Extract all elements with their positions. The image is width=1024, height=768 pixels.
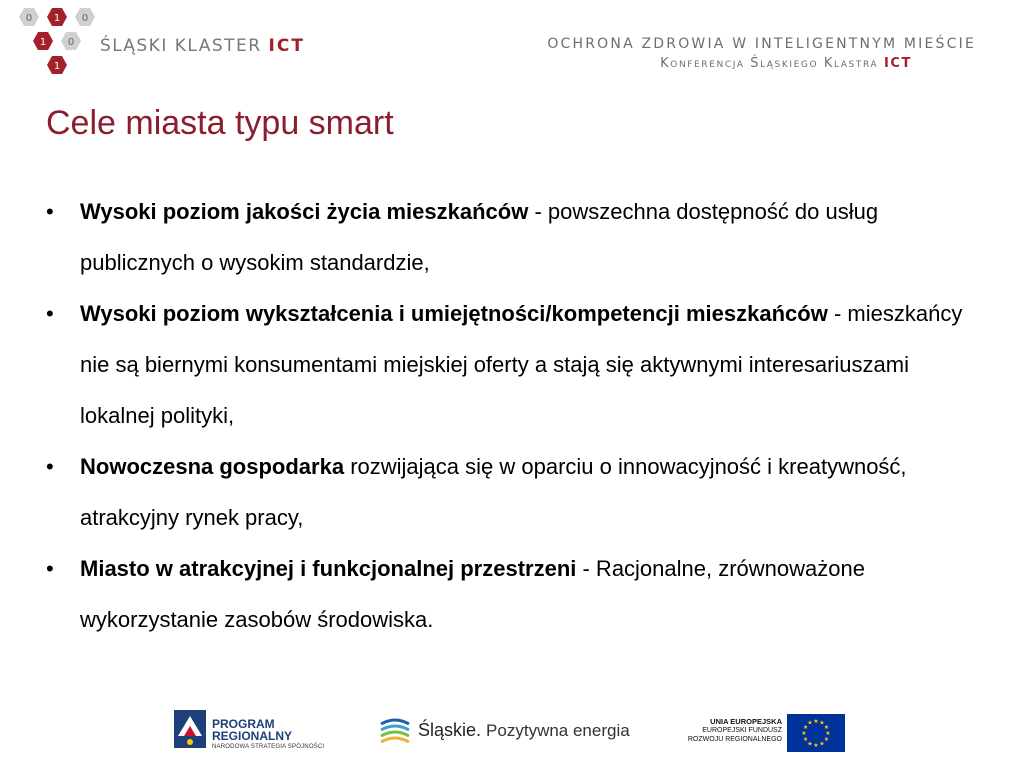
- item-bold: Miasto w atrakcyjnej i funkcjonalnej przestrzeni: [80, 556, 577, 581]
- page-title: Cele miasta typu smart: [46, 104, 394, 142]
- item-bold: Nowoczesna gospodarka: [80, 454, 345, 479]
- logo-digit: 1: [39, 37, 47, 48]
- cluster-ict: ICT: [268, 36, 305, 56]
- eu-star-icon: ★: [807, 720, 813, 727]
- item-bold: Wysoki poziom jakości życia mieszkańców: [80, 199, 529, 224]
- program-regionalny-text: [212, 718, 324, 752]
- eu-line3: ROZWOJU REGIONALNEGO: [687, 736, 782, 743]
- slaskie-logo-icon: [377, 714, 413, 750]
- program-regionalny-logo-icon: [170, 706, 210, 752]
- list-item: [46, 186, 976, 288]
- item-text: - mieszkańcy nie są biernymi konsumentami miejskiej oferty a stają się aktywnymi interesariuszami lokalnej polityki,: [80, 301, 963, 428]
- logo-digit: 0: [81, 13, 89, 24]
- item-text: - powszechna dostępność do usług publicznych o wysokim standardzie,: [80, 199, 879, 275]
- logo-digit: 0: [25, 13, 33, 24]
- program-line3: NARODOWA STRATEGIA SPÓJNOŚCI: [212, 744, 325, 750]
- eu-star-icon: ★: [819, 720, 825, 727]
- program-line2: REGIONALNY: [212, 729, 293, 743]
- eu-star-icon: ★: [802, 737, 809, 743]
- list-item: [46, 543, 976, 645]
- goals-list: [46, 186, 976, 645]
- bullet-icon: •: [46, 199, 54, 224]
- eu-star-icon: ★: [807, 741, 813, 748]
- cluster-logo-text: [100, 36, 305, 56]
- eu-star-icon: ★: [813, 719, 819, 725]
- logo-digit: 1: [53, 61, 61, 72]
- eu-star-icon: ★: [813, 743, 819, 749]
- conference-title: OCHRONA ZDROWIA W INTELIGENTNYM MIEŚCIE: [547, 36, 976, 52]
- item-text: rozwijająca się w oparciu o innowacyjność i kreatywność, atrakcyjny rynek pracy,: [80, 454, 907, 530]
- eu-star-icon: ★: [825, 731, 831, 737]
- eu-star-icon: ★: [802, 725, 809, 731]
- bullet-icon: •: [46, 301, 54, 326]
- program-line1: PROGRAM: [212, 717, 275, 731]
- eu-star-icon: ★: [823, 725, 830, 731]
- slaskie-name: Śląskie.: [418, 720, 482, 740]
- item-text: - Racjonalne, zrównoważone wykorzystanie zasobów środowiska.: [80, 556, 865, 632]
- footer-logos: [0, 700, 1024, 768]
- list-item: [46, 441, 976, 543]
- conference-subtitle-text: Konferencja Śląskiego Klastra: [660, 56, 879, 71]
- conference-subtitle: [660, 56, 912, 71]
- cluster-logo-icon: [14, 6, 106, 94]
- eu-text: [672, 717, 782, 744]
- slaskie-slogan: Pozytywna energia: [486, 721, 630, 740]
- eu-flag-icon: [787, 714, 845, 752]
- eu-line2: EUROPEJSKI FUNDUSZ: [702, 727, 782, 734]
- slaskie-text: [418, 720, 630, 741]
- bullet-icon: •: [46, 454, 54, 479]
- eu-star-icon: ★: [823, 737, 830, 743]
- logo-digit: 0: [67, 37, 75, 48]
- eu-line1: UNIA EUROPEJSKA: [710, 717, 782, 726]
- list-item: [46, 288, 976, 441]
- conference-ict: ICT: [883, 56, 912, 71]
- eu-star-icon: ★: [801, 731, 807, 737]
- eu-star-icon: ★: [819, 741, 825, 748]
- item-bold: Wysoki poziom wykształcenia i umiejętności/kompetencji mieszkańców: [80, 301, 828, 326]
- bullet-icon: •: [46, 556, 54, 581]
- cluster-name: ŚLĄSKI KLASTER: [100, 36, 262, 56]
- logo-digit: 1: [53, 13, 61, 24]
